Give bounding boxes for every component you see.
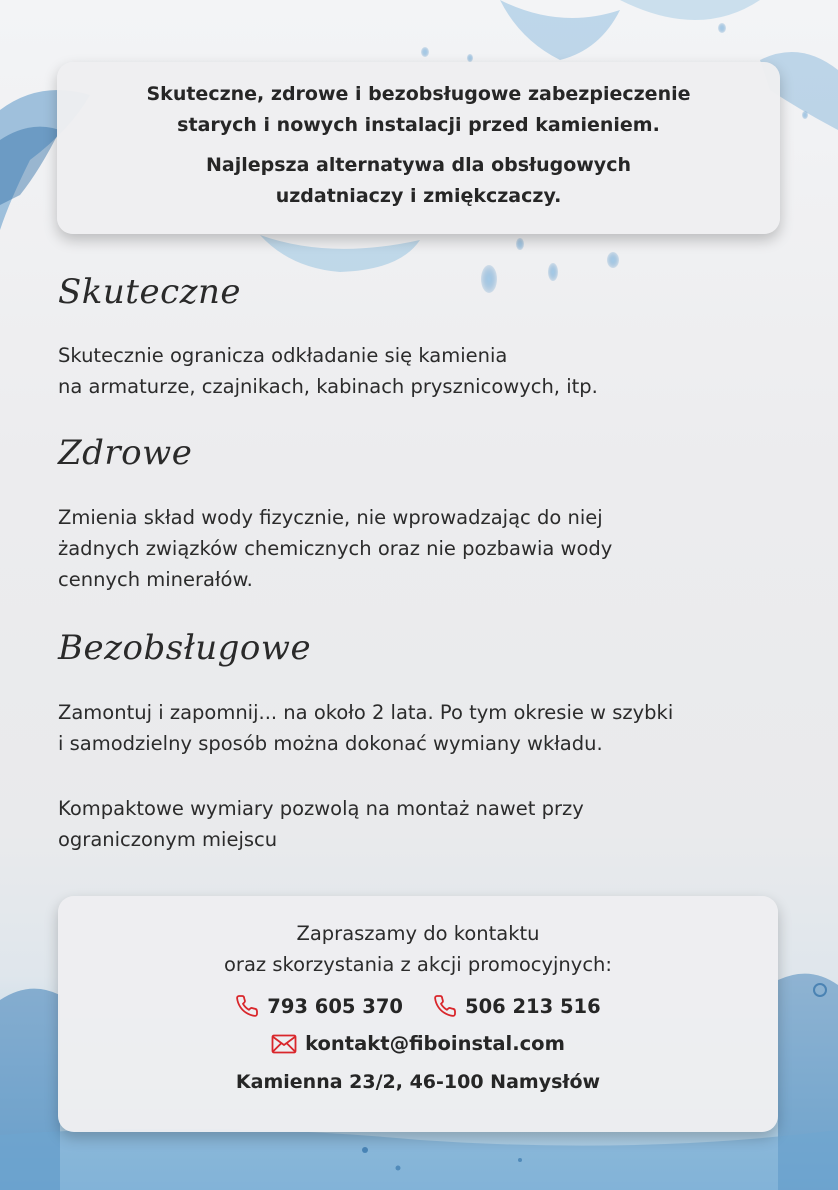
address: Kamienna 23/2, 46-100 Namysłów: [235, 1071, 601, 1093]
intro-subheadline: Najlepsza alternatywa dla obsługowych uzdatniaczy i zmiękczaczy.: [206, 154, 631, 207]
section-text-bezobslugowe: Zamontuj i zapomnij... na około 2 lata. Po tym okresie w szybki i samodzielny sposób można dokonać wymiany wkładu.: [58, 701, 674, 755]
section-title-zdrowe: Zdrowe: [58, 433, 193, 473]
email-address: kontakt@fiboinstal.com: [305, 1032, 565, 1055]
section-text-skuteczne: Skutecznie ogranicza odkładanie się kamienia na armaturze, czajnikach, kabinach prysznicowych, itp.: [58, 344, 598, 398]
phone-icon: [433, 994, 457, 1018]
email-row: [58, 1032, 778, 1055]
email-link[interactable]: [271, 1032, 565, 1055]
section-text-zdrowe: Zmienia skład wody fizycznie, nie wprowadzając do niej żadnych związków chemicznych oraz nie pozbawia wody cennych minerałów.: [58, 506, 613, 591]
phone-1[interactable]: [235, 994, 403, 1018]
phone-2[interactable]: [433, 994, 601, 1018]
intro-headline: Skuteczne, zdrowe i bezobsługowe zabezpieczenie starych i nowych instalacji przed kamieniem.: [146, 83, 691, 136]
phone-icon: [235, 994, 259, 1018]
section-text-kompaktowe: Kompaktowe wymiary pozwolą na montaż nawet przy ograniczonym miejscu: [58, 797, 584, 851]
phone-1-number: 793 605 370: [267, 994, 403, 1018]
phone-2-number: 506 213 516: [465, 994, 601, 1018]
contact-intro: Zapraszamy do kontaktu oraz skorzystania z akcji promocyjnych:: [224, 922, 612, 976]
section-title-bezobslugowe: Bezobsługowe: [58, 628, 312, 668]
envelope-icon: [271, 1034, 297, 1054]
intro-card: [57, 62, 780, 234]
section-title-skuteczne: Skuteczne: [58, 272, 242, 312]
phone-row: [58, 994, 778, 1018]
contact-card: [58, 896, 778, 1132]
